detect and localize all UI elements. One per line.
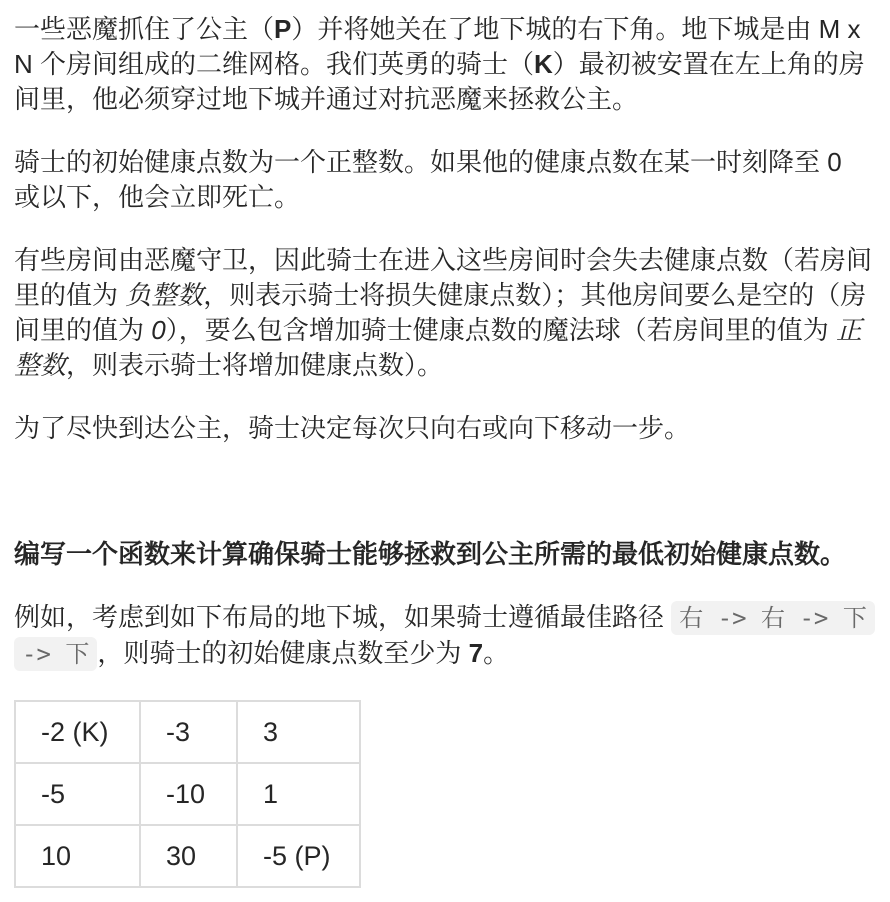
- paragraph-rooms-rule: [14, 243, 874, 383]
- intro-text-1: 一些恶魔抓住了公主（: [14, 14, 275, 44]
- paragraph-movement-rule: [14, 411, 874, 446]
- table-row: [15, 701, 360, 763]
- intro-text-2: ）并将她关在了地下城的右下角。地下城是由 M x N 个房间组成的二维网格。我们英勇的骑士（: [14, 14, 861, 79]
- table-row: [15, 825, 360, 887]
- cell-r1c1: -10: [140, 763, 237, 825]
- dungeon-grid: [14, 700, 361, 888]
- rooms-text-2: ，则表示骑士将损失健康点数）；其他房间要么是空的（房间里的值为: [14, 280, 867, 345]
- paragraph-health-rule: [14, 145, 874, 215]
- example-text-2: ，则骑士的初始健康点数至少为: [97, 638, 469, 668]
- cell-r1c2: 1: [237, 763, 360, 825]
- optimal-path-code: 右 -> 右 -> 下 -> 下: [14, 601, 875, 671]
- movement-rule-text: 为了尽快到达公主，骑士决定每次只向右或向下移动一步。: [14, 413, 691, 443]
- rooms-text-1: 有些房间由恶魔守卫，因此骑士在进入这些房间时会失去健康点数（若房间里的值为: [14, 245, 873, 310]
- example-text-1: 例如，考虑到如下布局的地下城，如果骑士遵循最佳路径: [14, 602, 672, 632]
- table-row: [15, 763, 360, 825]
- zero-emphasis: 0: [151, 315, 166, 345]
- paragraph-example: [14, 600, 874, 672]
- dungeon-grid-body: [15, 701, 360, 887]
- cell-r0c1: -3: [140, 701, 237, 763]
- knight-label: K: [534, 49, 553, 79]
- example-text-3: 。: [483, 638, 510, 668]
- rooms-text-3: ），要么包含增加骑士健康点数的魔法球（若房间里的值为: [165, 315, 836, 345]
- intro-text-3: ）最初被安置在左上角的房间里，他必须穿过地下城并通过对抗恶魔来拯救公主。: [14, 49, 865, 114]
- cell-r2c0: 10: [15, 825, 140, 887]
- problem-description: [14, 0, 874, 888]
- paragraph-intro: [14, 12, 874, 117]
- task-statement-text: 编写一个函数来计算确保骑士能够拯救到公主所需的最低初始健康点数。: [14, 539, 847, 569]
- health-rule-text: 骑士的初始健康点数为一个正整数。如果他的健康点数在某一时刻降至 0 或以下，他会立即死亡。: [14, 147, 842, 212]
- rooms-text-4: ，则表示骑士将增加健康点数）。: [66, 350, 444, 380]
- cell-r1c0: -5: [15, 763, 140, 825]
- task-statement: [14, 537, 874, 572]
- positive-integer-emphasis: 正整数: [14, 315, 862, 380]
- cell-r2c1: 30: [140, 825, 237, 887]
- negative-integer-emphasis: 负整数: [125, 280, 204, 310]
- cell-princess: -5 (P): [237, 825, 360, 887]
- blank-line: [14, 474, 874, 509]
- min-hp-value: 7: [468, 638, 484, 668]
- cell-r0c2: 3: [237, 701, 360, 763]
- cell-knight-start: -2 (K): [15, 701, 140, 763]
- princess-label: P: [274, 14, 292, 44]
